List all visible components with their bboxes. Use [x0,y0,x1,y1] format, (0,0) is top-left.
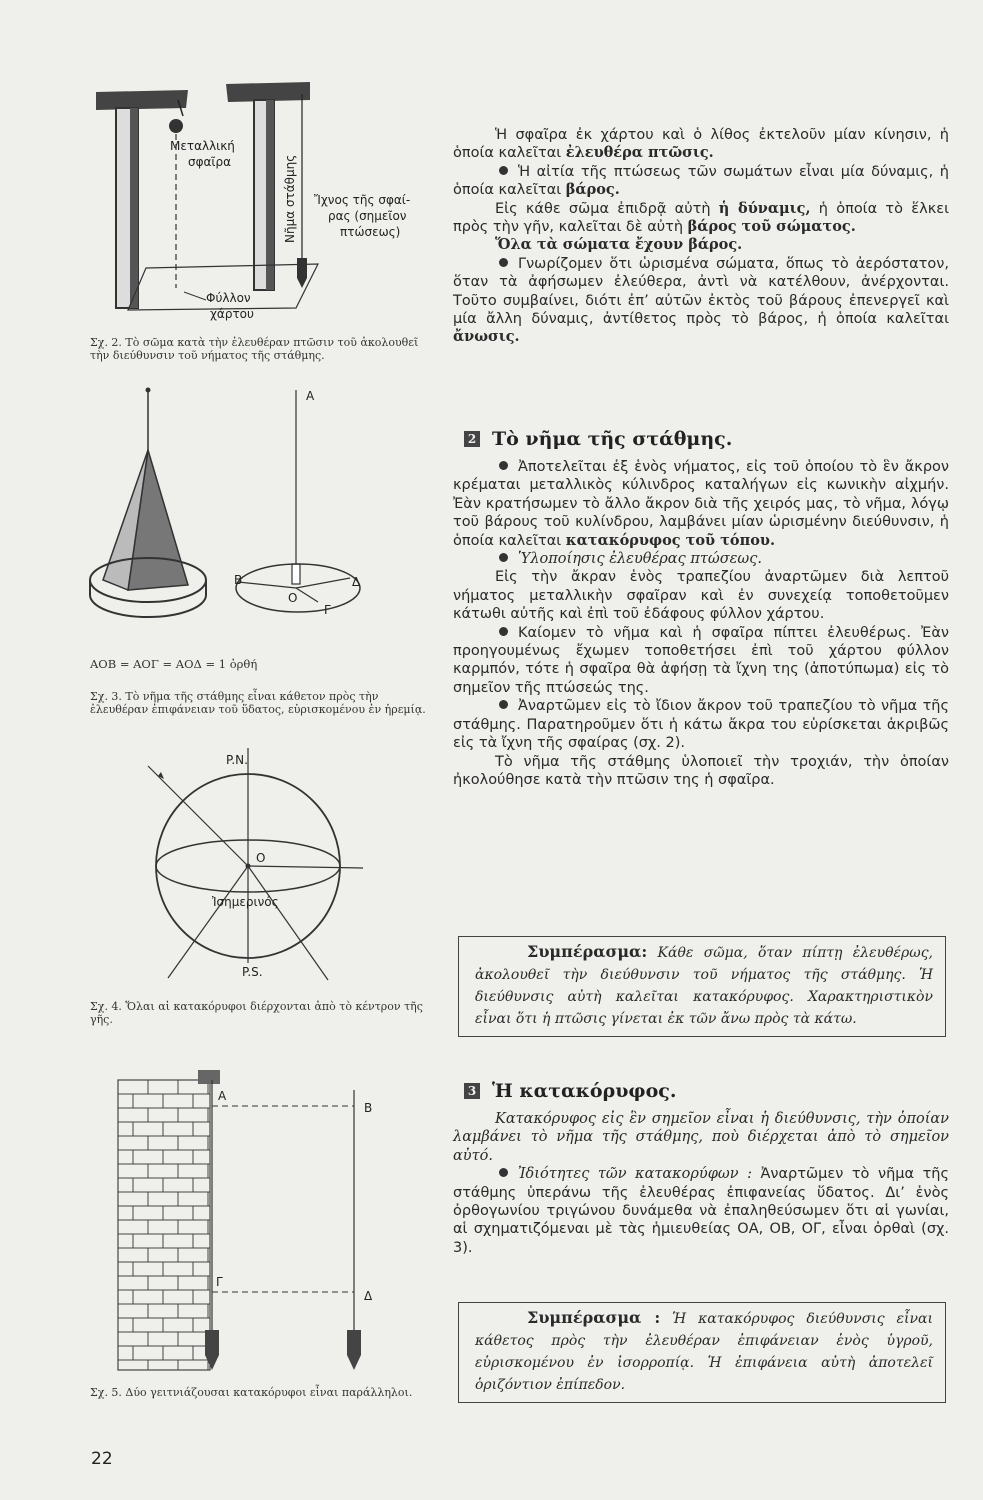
section-heading-2: 2 Τὸ νῆμα τῆς στάθμης. [464,428,732,450]
bullet-icon [499,700,508,709]
fig4-label-o: Ο [256,851,266,865]
paragraph-free-fall: Ἡ σφαῖρα ἐκ χάρτου καὶ ὁ λίθος ἐκτελοῦν μίαν κίνησιν, ἡ ὁποία καλεῖται ἐλευθέρα πτῶσις. [453,127,949,162]
fig3-point-d: Δ [352,575,361,589]
fig2-label-ball: Μεταλλική [170,139,235,153]
bullet-icon [499,166,508,175]
svg-text:ρας (σημεῖον: ρας (σημεῖον [328,209,407,223]
page-number: 22 [91,1449,113,1469]
paragraph-force: Εἰς κάθε σῶμα ἐπιδρᾷ αὐτὴ ἡ δύναμις, ἡ ὁποία τὸ ἕλκει πρὸς τὴν γῆν, καλεῖται δὲ αὐτὴ βάρος τοῦ σώματος. [453,199,949,236]
text-block-plumb [453,458,949,789]
conclusion-box-1: Συμπέρασμα: Κάθε σῶμα, ὅταν πίπτῃ ἐλευθέρως, ἀκολουθεῖ τὴν διεύθυνσιν τοῦ νήματος τῆς στάθμης. Ἡ διεύθυνσις αὐτὴ καλεῖται κατακόρυφος. Χαρακτηριστικὸν εἶναι ὅτι ἡ πτῶσις γίνεται ἐκ τῶν ἄνω πρὸς τὰ κάτω. [458,936,946,1037]
paragraph-trajectory: Τὸ νῆμα τῆς στάθμης ὑλοποιεῖ τὴν τροχιάν, τὴν ὁποίαν ἠκολούθησε κατὰ τὴν πτῶσιν της ἡ σφαῖρα. [453,753,949,788]
bullet-icon [499,553,508,562]
figure-3-caption: Σχ. 3. Τὸ νῆμα τῆς στάθμης εἶναι κάθετον πρὸς τὴν ἐλευθέραν ἐπιφάνειαν τοῦ ὕδατος, εὑρισκομένου ἐν ἠρεμίᾳ. [90,690,426,716]
fig2-label-ball-2: σφαῖρα [188,155,232,169]
figure-2-illustration [88,78,438,328]
paragraph-vertical-def: Κατακόρυφος εἰς ἓν σημεῖον εἶναι ἡ διεύθυνσις, τὴν ὁποίαν λαμβάνει τὸ νῆμα τῆς στάθμης, ποὺ διέρχεται ἀπὸ τὸ σημεῖον αὐτό. [453,1111,949,1164]
fig5-point-a: Α [218,1089,227,1103]
paragraph-burn: Καίομεν τὸ νῆμα καὶ ἡ σφαῖρα πίπτει ἐλευθέρως. Ἐὰν προηγουμένως ἔχωμεν τοποθετήσει ἐπὶ τοῦ χάρτου φύλλον καρμπόν, τότε ἡ σφαῖρα θὰ ἀφήσῃ τὰ ἴχνη της (ἀποτύπωμα) εἰς τὸ σημεῖον τῆς πτώσεώς της. [453,624,949,696]
fig5-point-g: Γ [216,1275,223,1289]
fig3-point-o: Ο [288,591,298,605]
fig4-label-equator: Ἰσημερινός [212,895,279,909]
figure-3-formula: AOB = ΑΟΓ = ΑΟΔ = 1 ὀρθή [90,657,258,671]
fig2-label-paper: Φύλλον [206,291,251,305]
bullet-icon [499,1168,508,1177]
fig4-label-pn: P.N. [226,753,248,767]
fig3-point-a: Α [306,389,315,403]
figure-5-caption: Σχ. 5. Δύο γειτνιάζουσαι κατακόρυφοι εἶναι παράλληλοι. [90,1386,413,1399]
conclusion-box-2: Συμπέρασμα : Ἡ κατακόρυφος διεύθυνσις εἶναι κάθετος πρὸς τὴν ἐλευθέραν ἐπιφάνειαν ἑνὸς ὑγροῦ, εὑρισκομένου ἐν ἰσορροπίᾳ. Ἡ ἐπιφάνεια αὐτὴ ἀποτελεῖ ὁριζόντιον ἐπίπεδον. [458,1302,946,1403]
text-block-top [453,126,949,347]
fig2-label-trace: Ἴχνος τῆς σφαί- [314,193,411,207]
fig2-label-string: Νῆμα στάθμης [283,154,297,243]
section-heading-3: 3 Ἡ κατακόρυφος. [464,1080,676,1102]
paragraph-plumb-desc: Ἀποτελεῖται ἐξ ἑνὸς νήματος, εἰς τοῦ ὁποίου τὸ ἓν ἄκρον κρέμαται μεταλλικὸς κύλινδρος καταλήγων εἰς κωνικὴν αἰχμήν. Ἐὰν κρατήσωμεν τὸ ἄλλο ἄκρον διὰ τῆς χειρός μας, τὸ νῆμα, λόγῳ τοῦ βάρους τοῦ κυλίνδρου, λαμβάνει μίαν ὡρισμένην διεύθυνσιν, ἡ ὁποία καλεῖται κατακόρυφος τοῦ τόπου. [453,459,949,549]
paragraph-experiment: Εἰς τὴν ἄκραν ἑνὸς τραπεζίου ἀναρτῶμεν διὰ λεπτοῦ νήματος μεταλλικὴν σφαῖραν καὶ ἐν συνεχείᾳ τοποθετοῦμεν κάτωθι αὐτῆς καὶ ἐπὶ τοῦ ἐδάφους φύλλον χάρτου. [453,569,949,623]
paragraph-buoyancy: Γνωρίζομεν ὅτι ὡρισμένα σώματα, ὅπως τὸ ἀερόστατον, ὅταν τὰ ἀφήσωμεν ἐλεύθερα, ἀντὶ νὰ κατέλθουν, ἀνέρχονται. Τοῦτο συμβαίνει, διότι ἐπ’ αὐτῶν ἐκτὸς τοῦ βάρους ἐπενεργεῖ καὶ μία ἄλλη δύναμις, ἀντίθετος πρὸς τὸ βάρος, ἡ ὁποία καλεῖται ἄνωσις. [453,255,949,346]
bullet-icon [499,258,508,267]
svg-text:χάρτου: χάρτου [210,307,254,321]
figure-2-caption: Σχ. 2. Τὸ σῶμα κατὰ τὴν ἐλευθέραν πτῶσιν τοῦ ἀκολουθεῖ τὴν διεύθυνσιν τοῦ νήματος τῆς στάθμης. [90,336,419,362]
bullet-icon [499,461,508,470]
fig5-point-b: Β [364,1101,373,1115]
paragraph-properties: Ἰδιότητες τῶν κατακορύφων : Ἀναρτῶμεν τὸ νῆμα τῆς στάθμης ὑπεράνω τῆς ἐλευθέρας ἐπιφανείας ὕδατος. Δι’ ἑνὸς ὀρθογωνίου τριγώνου δυνάμεθα νὰ ἐπαληθεύσωμεν ὅτι αἱ γωνίαι, αἱ σχηματιζόμεναι μὲ τὰς ἡμιευθείας ΟΑ, ΟΒ, ΟΓ, εἶναι ὀρθαὶ (σχ. 3). [453,1166,949,1256]
fig3-point-b: Β [234,573,243,587]
figure-3-illustration [88,380,438,650]
text-block-vertical [453,1110,949,1257]
bullet-icon [499,627,508,636]
paragraph-weight: Ἡ αἰτία τῆς πτώσεως τῶν σωμάτων εἶναι μία δύναμις, ἡ ὁποία καλεῖται βάρος. [453,163,949,199]
paragraph-hang: Ἀναρτῶμεν εἰς τὸ ἴδιον ἄκρον τοῦ τραπεζίου τὸ νῆμα τῆς στάθμης. Παρατηροῦμεν ὅτι ἡ κάτω ἄκρα του εὑρίσκεται ἀκριβῶς εἰς τὰ ἴχνη τῆς σφαίρας (σχ. 2). [453,698,949,752]
svg-text:πτώσεως): πτώσεως) [340,225,401,239]
figure-5-illustration [88,1060,438,1380]
figure-4-caption: Σχ. 4. Ὅλαι αἱ κατακόρυφοι διέρχονται ἀπὸ τὸ κέντρον τῆς γῆς. [90,1000,423,1026]
fig3-point-g: Γ [324,603,331,617]
fig4-label-ps: P.S. [242,965,263,979]
paragraph-realization-title: Ὑλοποίησις ἐλευθέρας πτώσεως. [453,550,949,568]
fig5-point-d: Δ [364,1289,373,1303]
paragraph-all-bodies: Ὅλα τὰ σώματα ἔχουν βάρος. [495,236,743,254]
figure-4-illustration [88,748,438,988]
